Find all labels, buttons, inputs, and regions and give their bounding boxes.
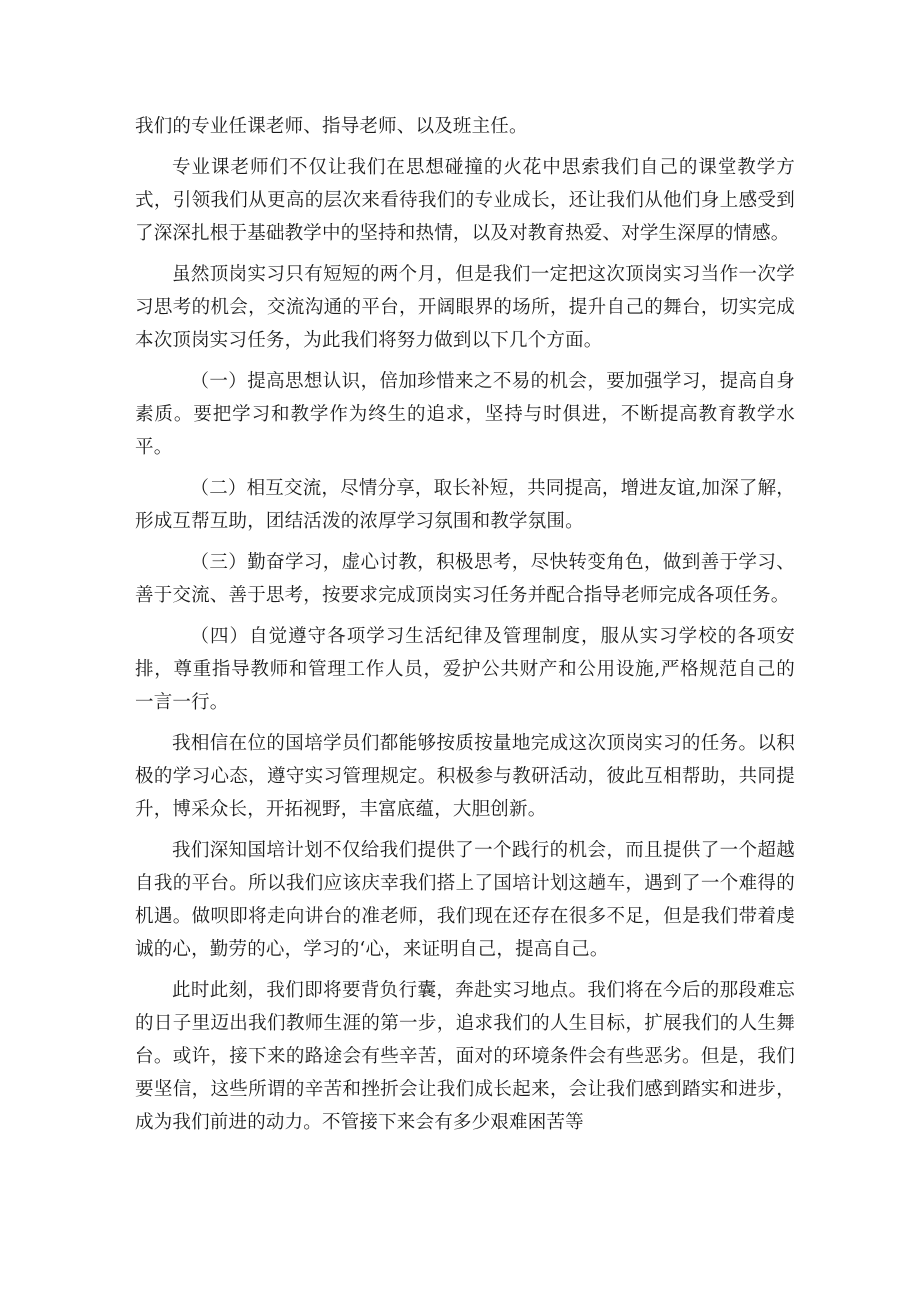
paragraph-1: 我们的专业任课老师、指导老师、以及班主任。 (135, 116, 528, 137)
paragraph-5-item-2: （二）相互交流，尽情分享，取长补短，共同提高，增进友谊,加深了解，形成互帮互助，团结活泼的浓厚学习氛围和教学氛围。 (135, 478, 795, 532)
paragraph-2: 专业课老师们不仅让我们在思想碰撞的火花中思索我们自己的课堂教学方式，引领我们从更高的层次来看待我们的专业成长，还让我们从他们身上感受到了深深扎根于基础教学中的坚持和热情，以及对教育热爱、对学生深厚的情感。 (135, 157, 795, 244)
paragraph-6-item-3: （三）勤奋学习，虚心讨教，积极思考，尽快转变角色，做到善于学习、善于交流、善于思考，按要求完成顶岗实习任务并配合指导老师完成各项任务。 (135, 552, 795, 606)
paragraph-4-item-1: （一）提高思想认识，倍加珍惜来之不易的机会，要加强学习，提高自身素质。要把学习和教学作为终生的追求，坚持与时俱进，不断提高教育教学水平。 (135, 371, 795, 458)
paragraph-10: 此时此刻，我们即将要背负行囊，奔赴实习地点。我们将在今后的那段难忘的日子里迈出我们教师生涯的第一步，追求我们的人生目标，扩展我们的人生舞台。或许，接下来的路途会有些辛苦，面对的环境条件会有些恶劣。但是，我们要坚信，这些所谓的辛苦和挫折会让我们成长起来，会让我们感到踏实和进步，成为我们前进的动力。不管接下来会有多少艰难困苦等 (135, 980, 795, 1133)
paragraph-8: 我相信在位的国培学员们都能够按质按量地完成这次顶岗实习的任务。以积极的学习心态，遵守实习管理规定。积极参与教研活动，彼此互相帮助，共同提升，博采众长，开拓视野，丰富底蕴，大胆创新。 (135, 733, 795, 820)
paragraph-3: 虽然顶岗实习只有短短的两个月，但是我们一定把这次顶岗实习当作一次学习思考的机会，交流沟通的平台，开阔眼界的场所，提升自己的舞台，切实完成本次顶岗实习任务，为此我们将努力做到以下几个方面。 (135, 264, 795, 351)
paragraph-9: 我们深知国培计划不仅给我们提供了一个践行的机会，而且提供了一个超越自我的平台。所以我们应该庆幸我们搭上了国培计划这趟车，遇到了一个难得的机遇。做呗即将走向讲台的准老师，我们现在还存在很多不足，但是我们带着虔诚的心，勤劳的心，学习的‘心，来证明自己，提高自己。 (135, 840, 795, 960)
document-body (135, 110, 795, 1147)
paragraph-7-item-4: （四）自觉遵守各项学习生活纪律及管理制度，服从实习学校的各项安排，尊重指导教师和管理工作人员，爱护公共财产和公用设施,严格规范自己的一言一行。 (135, 626, 795, 713)
